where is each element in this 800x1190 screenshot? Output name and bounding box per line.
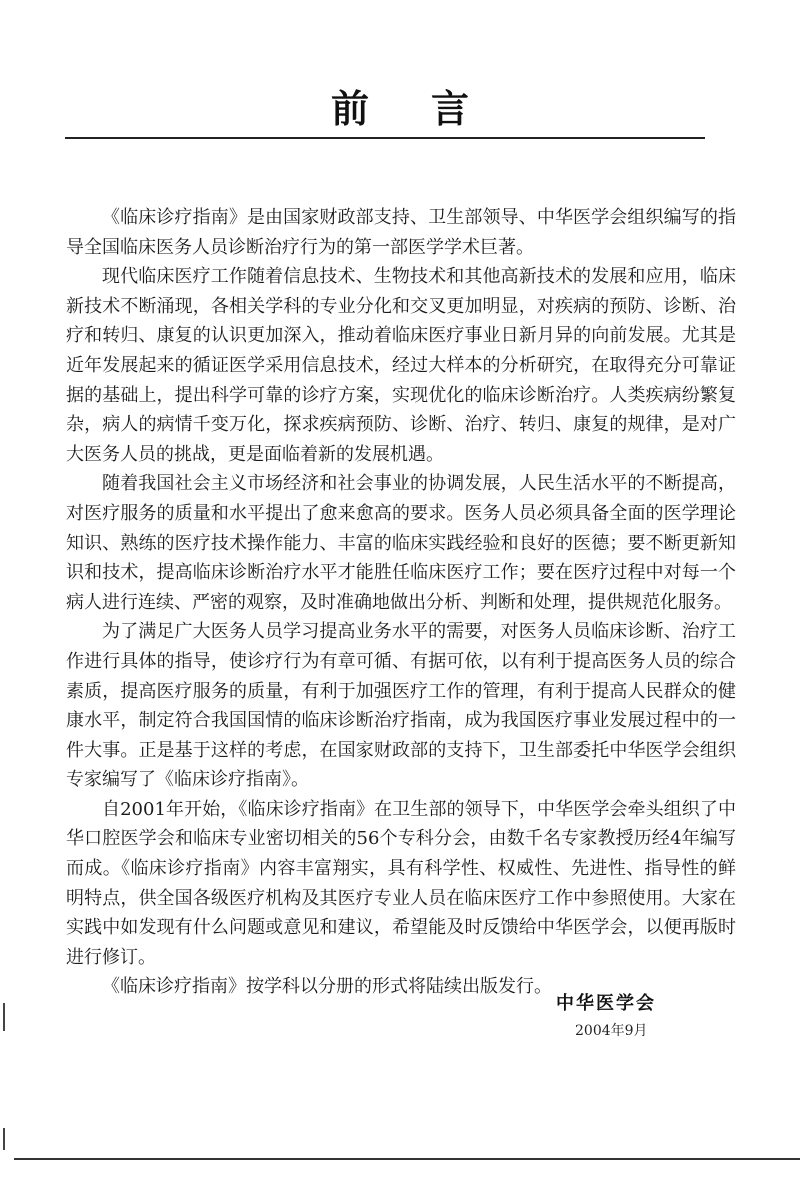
page-title: 前言 <box>330 87 531 131</box>
paragraph-3: 随着我国社会主义市场经济和社会事业的协调发展，人民生活水平的不断提高，对医疗服务的质量和水平提出了愈来愈高的要求。医务人员必须具备全面的医学理论知识、熟练的医疗技术操作能力、丰富的临床实践经验和良好的医德；要不断更新知识和技术，提高临床诊断治疗水平才能胜任临床医疗工作；要在医疗过程中对每一个病人进行连续、严密的观察，及时准确地做出分析、判断和处理，提供规范化服务。 <box>66 473 736 613</box>
paragraph-1: 《临床诊疗指南》是由国家财政部支持、卫生部领导、中华医学会组织编写的指导全国临床医务人员诊断治疗行为的第一部医学学术巨著。 <box>66 207 736 258</box>
paragraph-5: 自2001年开始，《临床诊疗指南》在卫生部的领导下，中华医学会牵头组织了中华口腔医学会和临床专业密切相关的56个专科分会，由数千名专家教授历经4年编写而成。《临床诊疗指南》内容丰富翔实，具有科学性、权威性、先进性、指导性的鲜明特点，供全国各级医疗机构及其医疗专业人员在临床医疗工作中参照使用。大家在实践中如发现有什么问题或意见和建议，希望能及时反馈给中华医学会，以便再版时进行修订。 <box>66 798 736 968</box>
title-underline <box>65 137 705 139</box>
scan-edge-mark <box>3 1003 5 1031</box>
preface-body <box>66 203 736 1002</box>
paragraph-6: 《临床诊疗指南》按学科以分册的形式将陆续出版发行。 <box>102 976 552 998</box>
scan-edge-mark <box>3 1128 5 1150</box>
signature: 中华医学会 <box>556 993 656 1014</box>
date: 2004年9月 <box>575 1023 648 1039</box>
paragraph-2: 现代临床医疗工作随着信息技术、生物技术和其他高新技术的发展和应用，临床新技术不断涌现，各相关学科的专业分化和交叉更加明显，对疾病的预防、诊断、治疗和转归、康复的认识更加深入，推动着临床医疗事业日新月异的向前发展。尤其是近年发展起来的循证医学采用信息技术，经过大样本的分析研究，在取得充分可靠证据的基础上，提出科学可靠的诊疗方案，实现优化的临床诊断治疗。人类疾病纷繁复杂，病人的病情千变万化，探求疾病预防、诊断、治疗、转归、康复的规律，是对广大医务人员的挑战，更是面临着新的发展机遇。 <box>66 266 736 465</box>
bottom-rule <box>14 1158 800 1160</box>
paragraph-4: 为了满足广大医务人员学习提高业务水平的需要，对医务人员临床诊断、治疗工作进行具体的指导，使诊疗行为有章可循、有据可依，以有利于提高医务人员的综合素质，提高医疗服务的质量，有利于加强医疗工作的管理，有利于提高人民群众的健康水平，制定符合我国国情的临床诊断治疗指南，成为我国医疗事业发展过程中的一件大事。正是基于这样的考虑，在国家财政部的支持下，卫生部委托中华医学会组织专家编写了《临床诊疗指南》。 <box>66 621 736 791</box>
